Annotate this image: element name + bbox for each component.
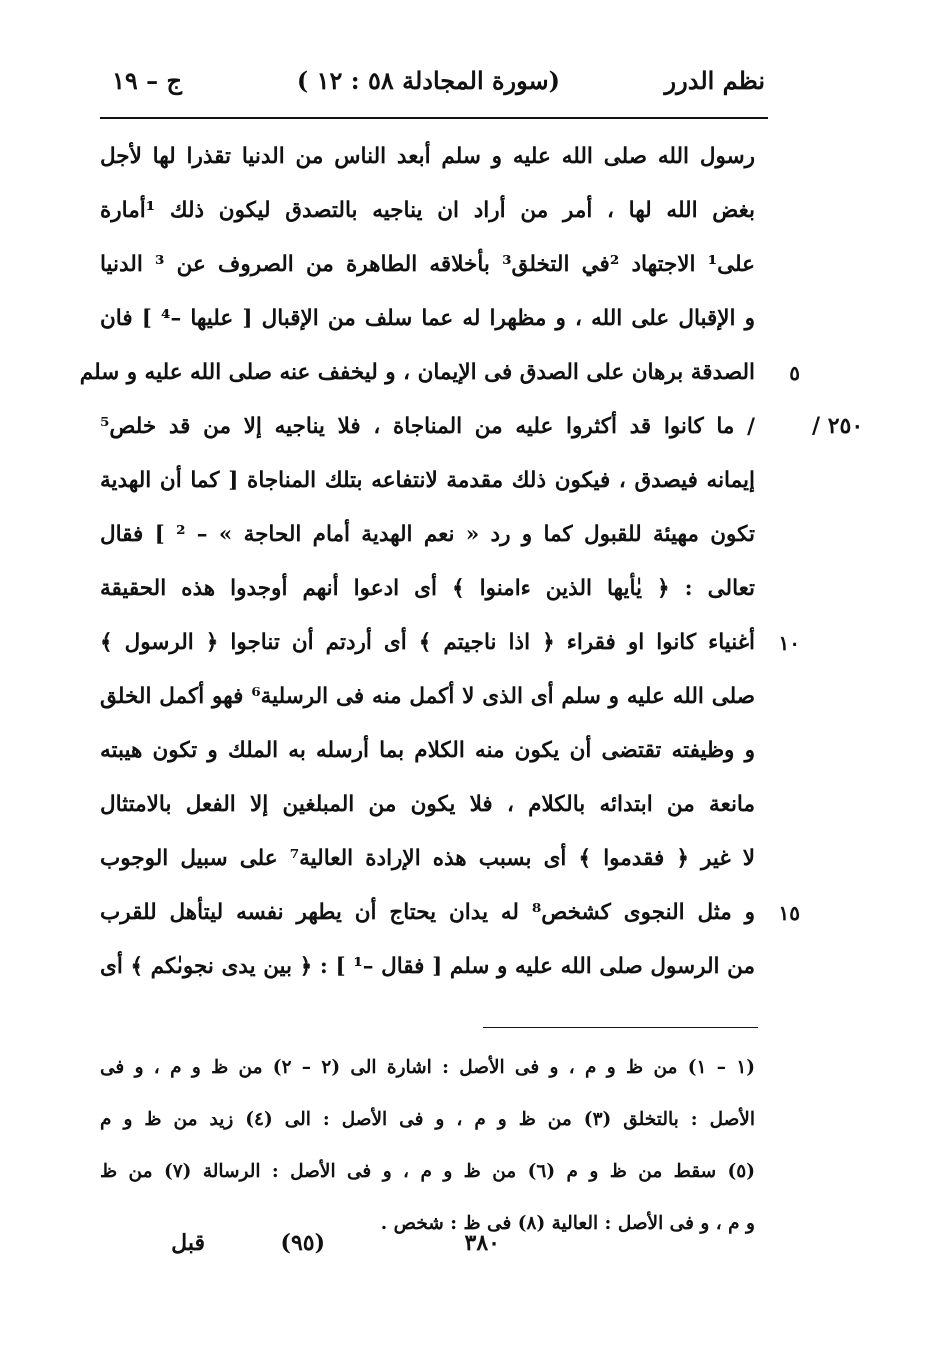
line-text: / ما كانوا قد أكثروا عليه من المناجاة ، فلا يناجيه إلا من قد خلص⁵ (100, 414, 755, 439)
line-text: أغنياء كانوا او فقراء ﴿ اذا ناجيتم ﴾ أى أردتم أن تناجوا ﴿ الرسول ﴾ (100, 630, 755, 655)
line-text: تعالى : ﴿ يٰأيها الذين ءامنوا ﴾ أى ادعوا أنهم أوجدوا هذه الحقيقة (100, 576, 755, 601)
text-line (100, 562, 755, 616)
line-text: رسول الله صلى الله عليه و سلم أبعد الناس من الدنيا تقذرا لها لأجل (100, 144, 755, 169)
catchword: قبل (171, 1230, 205, 1256)
page-number: ٣٨٠ (464, 1230, 500, 1256)
footnotes (100, 1042, 755, 1250)
line-text: صلى الله عليه و سلم أى الذى لا أكمل منه فى الرسلية⁶ فهو أكمل الخلق (100, 684, 756, 709)
text-line (100, 400, 755, 454)
footnote-rule (483, 1027, 758, 1028)
line-text: الصدقة برهان على الصدق فى الإيمان ، و ليخفف عنه صلى الله عليه و سلم (79, 360, 755, 385)
text-line (100, 724, 755, 778)
text-line (100, 454, 755, 508)
footnote-line: و م ، و فى الأصل : العالية (٨) فى ظ : شخص . (380, 1213, 755, 1234)
line-number: ١٥ (778, 901, 800, 925)
book-title: نظم الدرر (664, 66, 765, 95)
text-line (100, 670, 755, 724)
header-rule (100, 117, 768, 119)
manuscript-folio-marker: ٢٥٠ / (812, 413, 864, 439)
line-text: و وظيفته تقتضى أن يكون منه الكلام بما أرسله به الملك و تكون هيبته (100, 738, 755, 763)
line-number: ٥ (789, 361, 800, 385)
text-line (100, 832, 755, 886)
volume-number: ج – ١٩ (112, 66, 182, 95)
text-line (79, 346, 800, 400)
text-line (100, 130, 755, 184)
line-text: إيمانه فيصدق ، فيكون ذلك مقدمة لانتفاعه بتلك المناجاة [ كما أن الهدية (100, 468, 755, 493)
text-line (100, 184, 755, 238)
line-text: بغض الله لها ، أمر من أراد ان يناجيه بالتصدق ليكون ذلك ¹أمارة (100, 198, 755, 223)
main-text (79, 130, 800, 994)
running-header (100, 58, 765, 108)
line-text: من الرسول صلى الله عليه و سلم [ فقال –¹ ] : ﴿ بين يدى نجوىٰكم ﴾ أى (100, 954, 756, 979)
signature-mark: (٩٥) (280, 1230, 325, 1256)
text-line (100, 508, 755, 562)
text-line (100, 238, 755, 292)
page-footer (100, 1230, 765, 1270)
line-text: و مثل النجوى كشخص⁸ له يدان يحتاج أن يطهر نفسه ليتأهل للقرب (100, 900, 755, 925)
line-text: مانعة من ابتدائه بالكلام ، فلا يكون من المبلغين إلا الفعل بالامتثال (100, 792, 755, 817)
footnote-line: (٥) سقط من ظ و م (٦) من ظ و م ، و فى الأصل : الرسالة (٧) من ظ (100, 1161, 755, 1182)
text-line (100, 886, 800, 940)
footnote-line: الأصل : بالتخلق (٣) من ظ و م ، و فى الأصل : الى (٤) زيد من ظ و م (100, 1109, 755, 1130)
line-text: لا غير ﴿ فقدموا ﴾ أى بسبب هذه الإرادة العالية⁷ على سبيل الوجوب (100, 846, 755, 871)
footnote-line: (١ – ١) من ظ و م ، و فى الأصل : اشارة الى (٢ – ٢) من ظ و م ، و فى (100, 1057, 756, 1078)
surah-reference: (سورة المجادلة ٥٨ : ١٢ ) (296, 66, 560, 95)
line-text: تكون مهيئة للقبول كما و رد « نعم الهدية أمام الحاجة » – ² ] فقال (100, 522, 755, 547)
text-line (100, 616, 800, 670)
text-line (100, 940, 755, 994)
line-text: و الإقبال على الله ، و مظهرا له عما سلف من الإقبال [ عليها –⁴ ] فان (100, 306, 755, 331)
text-line (100, 292, 755, 346)
line-number: ١٠ (778, 631, 800, 655)
line-text: على¹ الاجتهاد ²في التخلق³ بأخلاقه الطاهرة من الصروف عن ³ الدنيا (100, 252, 755, 277)
text-line (100, 778, 755, 832)
